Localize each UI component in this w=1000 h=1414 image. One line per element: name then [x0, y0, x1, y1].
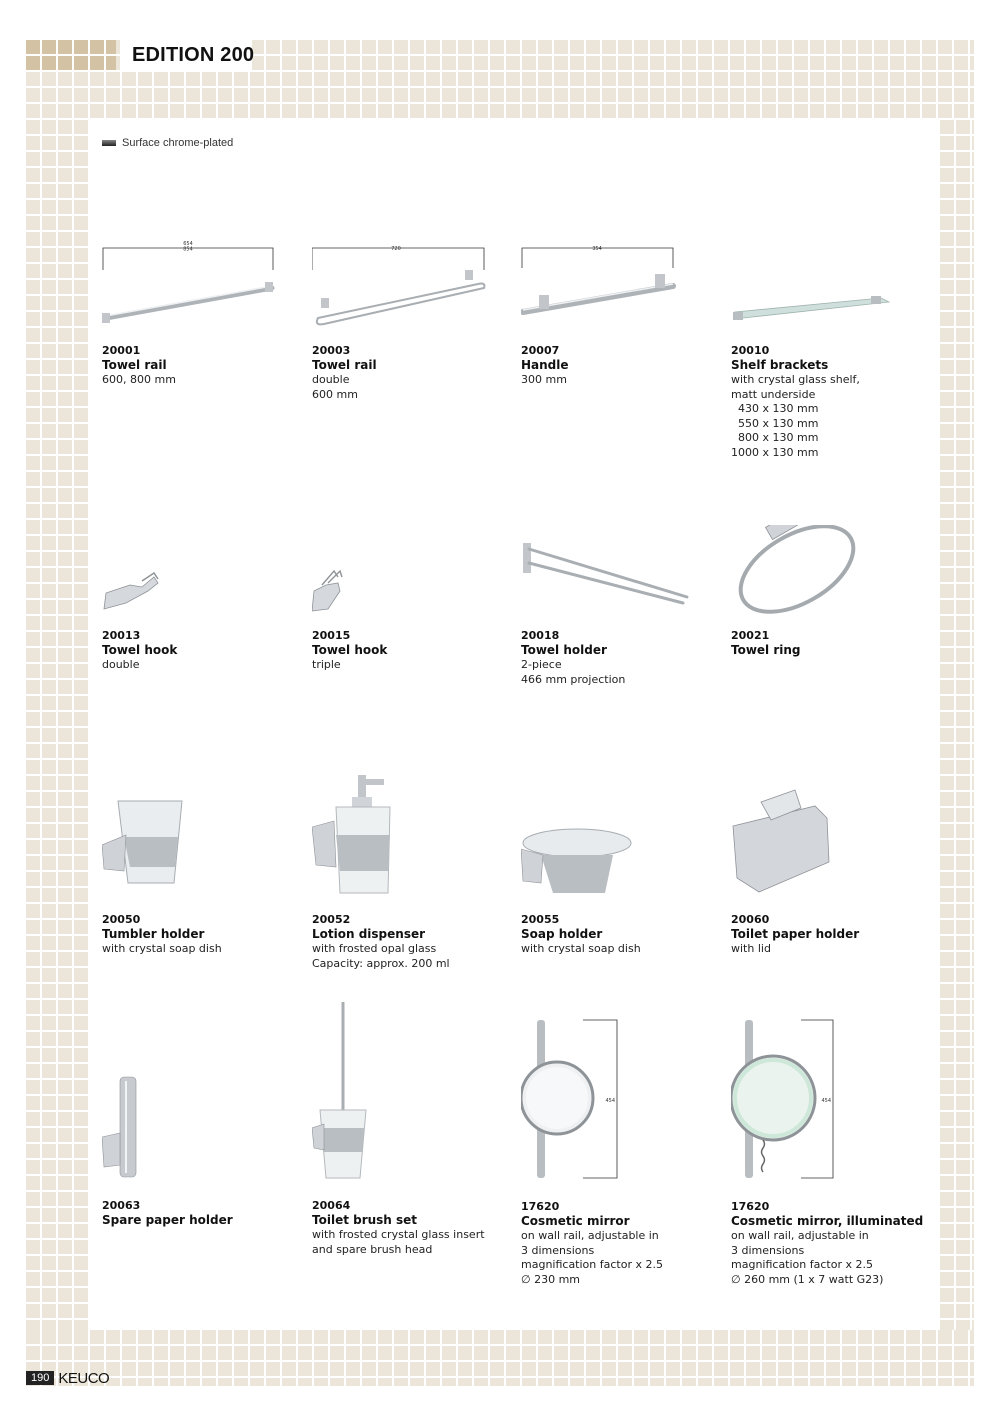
- product-code: 20003: [312, 344, 351, 357]
- product-code: 20064: [312, 1199, 351, 1212]
- product-desc: 600, 800 mm: [102, 373, 176, 386]
- brand-logo: KEUCO: [58, 1369, 110, 1387]
- product-desc: on wall rail, adjustable in 3 dimensions magnification factor x 2.5 ∅ 230 mm: [521, 1229, 663, 1286]
- double-hook-icon: [102, 525, 302, 635]
- product-desc: with crystal soap dish: [102, 942, 222, 955]
- product-code: 20013: [102, 629, 141, 642]
- spare-paper-holder-icon: [102, 1075, 302, 1185]
- swivel-towel-holder-icon: [521, 525, 721, 635]
- dimension-label: 354: [592, 246, 602, 252]
- product-code: 20050: [102, 913, 141, 926]
- dimension-label: 454: [605, 1098, 615, 1104]
- product-desc: on wall rail, adjustable in 3 dimensions magnification factor x 2.5 ∅ 260 mm (1 x 7 watt G23): [731, 1229, 884, 1286]
- illuminated-mirror-icon: [731, 1018, 931, 1183]
- soap-holder-icon: [521, 825, 721, 905]
- product-name: Toilet paper holder: [731, 927, 860, 941]
- product-name: Towel holder: [521, 643, 607, 657]
- product-desc: with frosted crystal glass insert and spare brush head: [312, 1228, 485, 1256]
- toilet-paper-holder-icon: [731, 788, 931, 898]
- product-code: 20010: [731, 344, 770, 357]
- handle-icon: [521, 240, 721, 350]
- product-code: 20015: [312, 629, 351, 642]
- product-desc: with frosted opal glass Capacity: approx. 200 ml: [312, 942, 450, 970]
- toilet-brush-icon: [312, 1000, 512, 1185]
- product-code: 20052: [312, 913, 351, 926]
- footer: [26, 1370, 109, 1386]
- product-name: Towel ring: [731, 643, 801, 657]
- page-title: EDITION 200: [132, 44, 255, 66]
- product-name: Cosmetic mirror: [521, 1214, 630, 1228]
- product-code: 20055: [521, 913, 560, 926]
- product-code: 20018: [521, 629, 560, 642]
- towel-ring-icon: [731, 525, 931, 635]
- chrome-swatch-icon: [102, 140, 116, 146]
- product-desc: 300 mm: [521, 373, 567, 386]
- cosmetic-mirror-icon: [521, 1018, 721, 1183]
- product-code: 17620: [731, 1200, 770, 1213]
- product-code: 20001: [102, 344, 141, 357]
- double-towel-rail-icon: [312, 240, 512, 350]
- tumbler-holder-icon: [102, 785, 302, 895]
- triple-hook-icon: [312, 525, 512, 635]
- dimension-label: 454: [821, 1098, 831, 1104]
- product-desc: 2-piece 466 mm projection: [521, 658, 626, 686]
- product-desc: with lid: [731, 942, 771, 955]
- product-name: Shelf brackets: [731, 358, 829, 372]
- tile-band-bottom: [26, 1330, 974, 1386]
- product-code: 20021: [731, 629, 770, 642]
- product-desc: double: [102, 658, 140, 671]
- product-desc: triple: [312, 658, 341, 671]
- product-code: 20060: [731, 913, 770, 926]
- product-code: 20063: [102, 1199, 141, 1212]
- legend-label: Surface chrome-plated: [122, 137, 234, 149]
- product-name: Towel hook: [312, 643, 388, 657]
- dimension-label: 654 854: [183, 241, 193, 253]
- tile-band-right: [940, 120, 974, 1330]
- product-code: 17620: [521, 1200, 560, 1213]
- product-name: Cosmetic mirror, illuminated: [731, 1214, 924, 1228]
- glass-shelf-icon: [731, 240, 931, 350]
- product-name: Toilet brush set: [312, 1213, 418, 1227]
- product-name: Tumbler holder: [102, 927, 205, 941]
- product-name: Soap holder: [521, 927, 603, 941]
- product-name: Towel rail: [102, 358, 167, 372]
- dimension-label: 720: [391, 246, 401, 252]
- product-desc: with crystal soap dish: [521, 942, 641, 955]
- towel-rail-icon: [102, 240, 302, 350]
- tile-band-left: [26, 120, 90, 1330]
- product-name: Lotion dispenser: [312, 927, 426, 941]
- product-desc: with crystal glass shelf, matt underside 430 x 130 mm 550 x 130 mm 800 x 130 mm 1000 x 130 mm: [731, 373, 860, 459]
- product-name: Towel hook: [102, 643, 178, 657]
- product-code: 20007: [521, 344, 560, 357]
- product-name: Towel rail: [312, 358, 377, 372]
- page-number: 190: [26, 1371, 54, 1385]
- brand-tiles: [26, 40, 116, 72]
- product-name: Spare paper holder: [102, 1213, 233, 1227]
- product-desc: double 600 mm: [312, 373, 358, 401]
- surface-legend: [102, 137, 233, 149]
- lotion-dispenser-icon: [312, 765, 512, 900]
- product-name: Handle: [521, 358, 569, 372]
